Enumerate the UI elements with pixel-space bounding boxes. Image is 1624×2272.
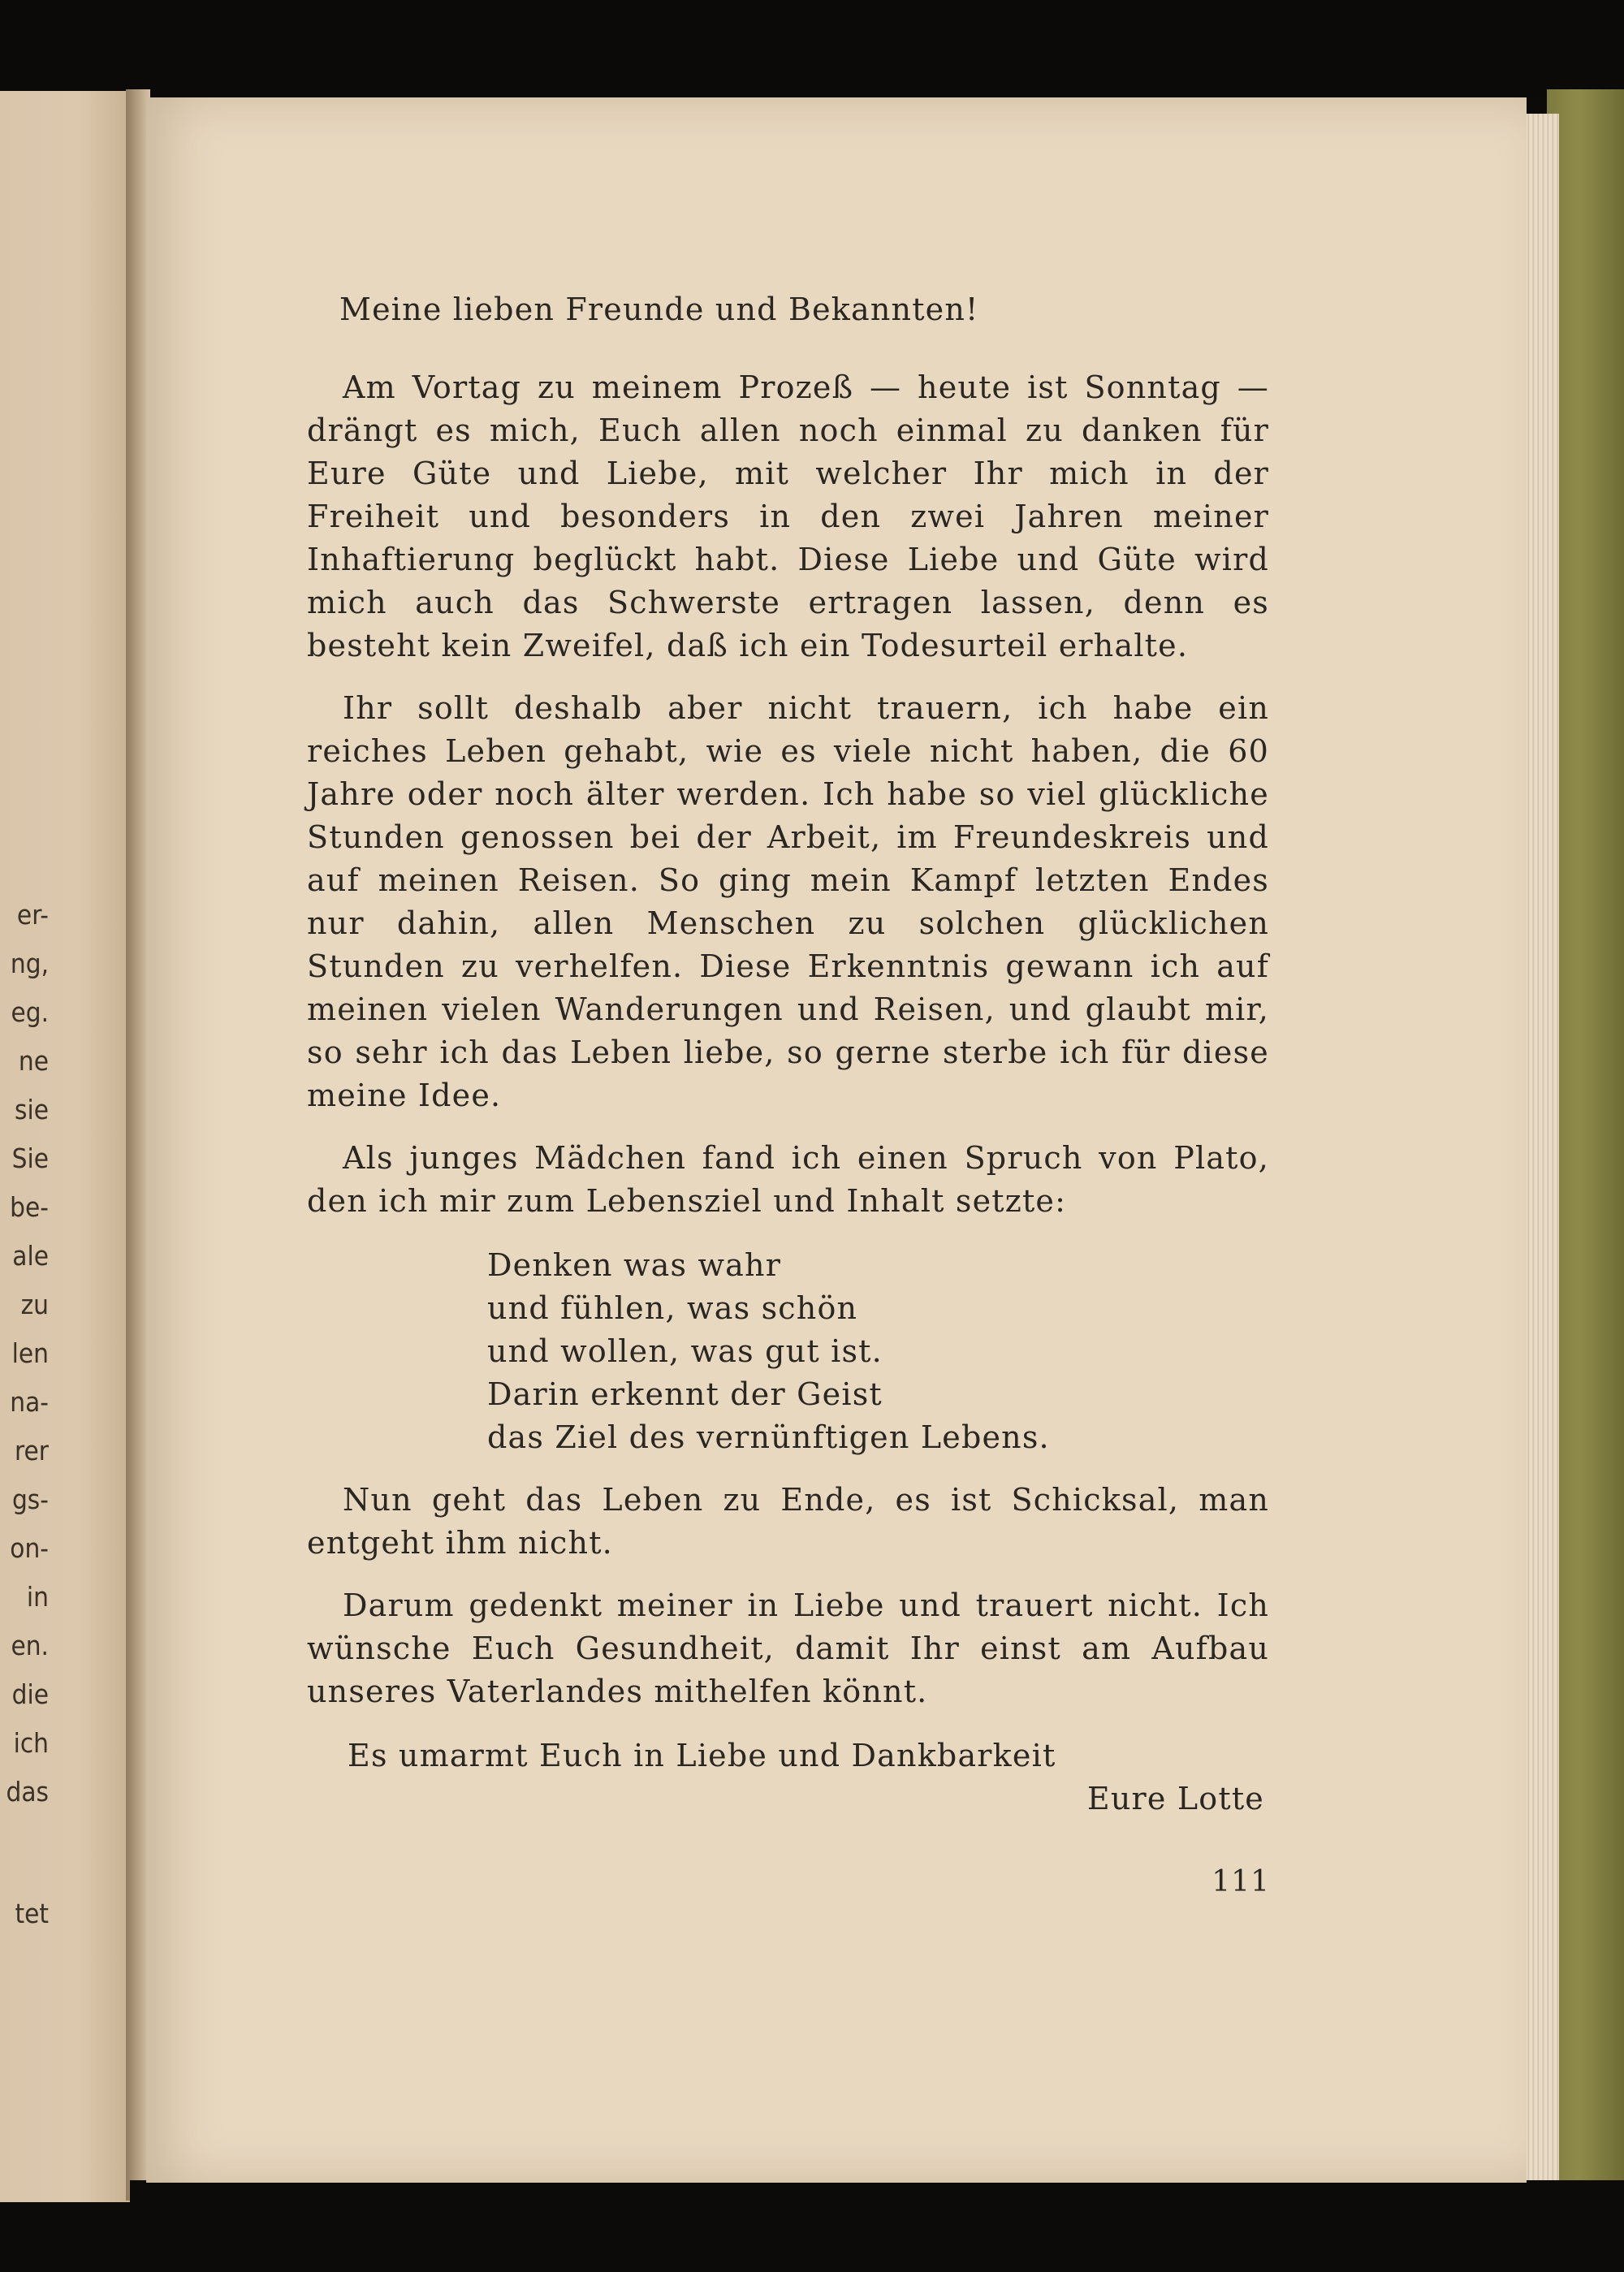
quote-line: Denken was wahr bbox=[487, 1247, 782, 1283]
letter-paragraph: Am Vortag zu meinem Prozeß — heute ist Sonntag — drängt es mich, Euch allen noch einmal zu danken für Eure Güte und Liebe, mit welcher Ihr mich in der Freiheit und besonders in den zwei Jahren meiner Inhaftierung beglückt habt. Diese Liebe und Güte wird mich auch das Schwerste ertragen lassen, denn es besteht kein Zweifel, daß ich ein Todesurteil erhalte. bbox=[307, 369, 1269, 663]
left-page-fragment: in bbox=[26, 1581, 49, 1613]
left-page-fragments bbox=[0, 891, 49, 1938]
left-page-fragment: gs- bbox=[11, 1484, 49, 1515]
left-page-fragment: on- bbox=[10, 1532, 49, 1564]
left-page-fragment: len bbox=[11, 1337, 49, 1369]
left-page-fragment: ne bbox=[18, 1045, 49, 1077]
quote-line: und wollen, was gut ist. bbox=[487, 1333, 883, 1369]
left-page-fragment: tet bbox=[15, 1898, 49, 1929]
letter-paragraph: Als junges Mädchen fand ich einen Spruch von Plato, den ich mir zum Lebensziel und Inhalt setzte: bbox=[307, 1140, 1269, 1219]
left-page-fragment: ich bbox=[13, 1727, 49, 1759]
letter-paragraph: Ihr sollt deshalb aber nicht trauern, ich habe ein reiches Leben gehabt, wie es viele nicht haben, die 60 Jahre oder noch älter werden. Ich habe so viel glückliche Stunden genossen bei der Arbeit, im Freundeskreis und auf meinen Reisen. So ging mein Kampf letzten Endes nur dahin, allen Menschen zu solchen glücklichen Stunden zu verhelfen. Diese Erkenntnis gewann ich auf meinen vielen Wanderungen und Reisen, und glaubt mir, so sehr ich das Leben liebe, so gerne sterbe ich für diese meine Idee. bbox=[307, 690, 1269, 1113]
plato-quote bbox=[487, 1244, 1269, 1459]
letter-text bbox=[307, 288, 1269, 1821]
book-cover-top bbox=[0, 0, 1624, 97]
left-page-fragment: das bbox=[6, 1776, 49, 1808]
letter-greeting: Meine lieben Freunde und Bekannten! bbox=[339, 292, 979, 327]
letter-paragraph: Nun geht das Leben zu Ende, es ist Schicksal, man entgeht ihm nicht. bbox=[307, 1482, 1269, 1561]
left-page-fragment: na- bbox=[10, 1386, 49, 1418]
left-page-fragment: ale bbox=[12, 1240, 49, 1272]
left-page-fragment: en. bbox=[11, 1630, 49, 1661]
page-number: 111 bbox=[1212, 1865, 1270, 1898]
left-page-fragment: eg. bbox=[11, 996, 49, 1028]
left-page-fragment: sie bbox=[15, 1094, 49, 1125]
left-page-fragment: er- bbox=[16, 899, 49, 931]
letter-paragraph: Darum gedenkt meiner in Liebe und trauert nicht. Ich wünsche Euch Gesundheit, damit Ihr einst am Aufbau unseres Vaterlandes mithelfen könnt. bbox=[307, 1587, 1269, 1709]
quote-line: das Ziel des vernünftigen Lebens. bbox=[487, 1419, 1050, 1455]
left-page-fragment: ng, bbox=[10, 948, 49, 979]
book-cover-bottom bbox=[130, 2180, 1624, 2272]
quote-line: Darin erkennt der Geist bbox=[487, 1376, 883, 1412]
letter-signature: Eure Lotte bbox=[1086, 1781, 1264, 1816]
left-page-fragment: zu bbox=[20, 1289, 49, 1320]
letter-closing: Es umarmt Euch in Liebe und Dankbarkeit bbox=[348, 1738, 1056, 1773]
left-page-fragment: Sie bbox=[11, 1142, 49, 1174]
left-page-fragment: rer bbox=[15, 1435, 49, 1466]
quote-line: und fühlen, was schön bbox=[487, 1290, 858, 1326]
left-page bbox=[0, 91, 130, 2202]
left-page-fragment: be- bbox=[10, 1191, 49, 1223]
left-page-fragment: die bbox=[11, 1678, 49, 1710]
